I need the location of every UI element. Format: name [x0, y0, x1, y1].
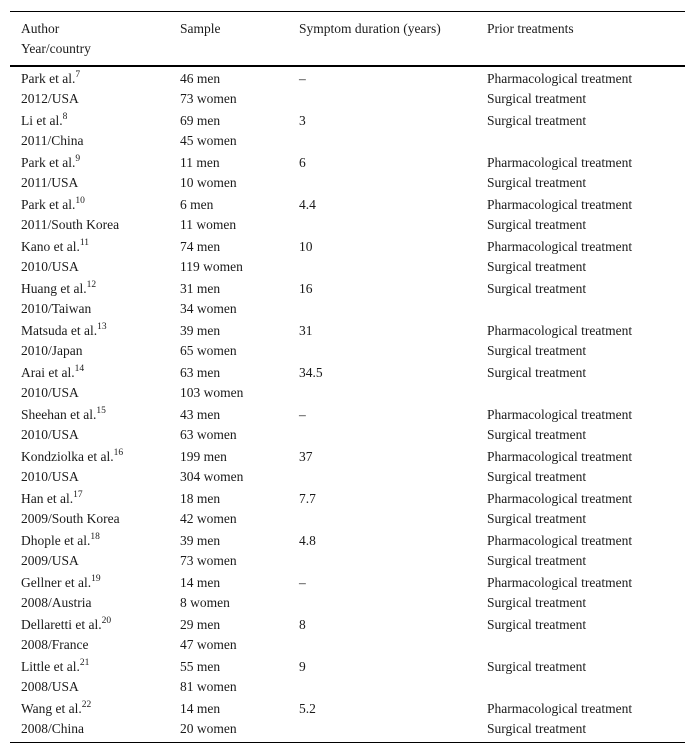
- author-line: [21, 447, 180, 467]
- sample-women: 304 women: [180, 469, 244, 484]
- cell-prior-treatments: [487, 488, 685, 530]
- prior-treatment-2: Surgical treatment: [487, 511, 587, 526]
- author-line: [21, 195, 180, 215]
- author-name: Huang et al.: [21, 281, 87, 296]
- cell-duration: [299, 614, 487, 656]
- sample-women: 45 women: [180, 133, 237, 148]
- cell-author: [10, 614, 180, 656]
- sample-men: 55 men: [180, 659, 221, 674]
- header-author-label: Author: [21, 21, 60, 36]
- cell-author: [10, 404, 180, 446]
- author-name: Kano et al.: [21, 239, 80, 254]
- prior-treatment-1: Pharmacological treatment: [487, 575, 633, 590]
- table-row: [10, 446, 685, 488]
- sample-women: 81 women: [180, 679, 237, 694]
- sample-women: 20 women: [180, 721, 237, 736]
- table-header: [10, 12, 685, 67]
- cell-sample: [180, 656, 299, 698]
- sample-men: 43 men: [180, 407, 221, 422]
- year-country: 2010/Japan: [21, 343, 83, 358]
- cell-author: [10, 320, 180, 362]
- sample-women: 103 women: [180, 385, 244, 400]
- prior-treatment-2: Surgical treatment: [487, 427, 587, 442]
- sample-men: 29 men: [180, 617, 221, 632]
- cell-duration: [299, 572, 487, 614]
- year-country: 2008/France: [21, 637, 89, 652]
- table-row: [10, 656, 685, 698]
- duration-value: 9: [299, 659, 306, 674]
- author-name: Matsuda et al.: [21, 323, 98, 338]
- prior-treatment-1: Surgical treatment: [487, 617, 587, 632]
- header-prior-treatments: Prior treatments: [487, 21, 574, 36]
- cell-author: [10, 278, 180, 320]
- prior-treatment-2: Surgical treatment: [487, 721, 587, 736]
- sample-women: 34 women: [180, 301, 237, 316]
- author-name: Park et al.: [21, 155, 76, 170]
- cell-duration: [299, 320, 487, 362]
- prior-treatment-2: Surgical treatment: [487, 259, 587, 274]
- table-body: [10, 66, 685, 743]
- reference-number: 16: [113, 447, 124, 458]
- prior-treatment-1: Pharmacological treatment: [487, 197, 633, 212]
- author-name: Kondziolka et al.: [21, 449, 114, 464]
- year-country: 2009/USA: [21, 553, 79, 568]
- reference-number: 9: [75, 153, 81, 164]
- table-row: [10, 320, 685, 362]
- author-name: Park et al.: [21, 197, 76, 212]
- table-row: [10, 278, 685, 320]
- prior-treatment-2: Surgical treatment: [487, 469, 587, 484]
- sample-men: 11 men: [180, 155, 220, 170]
- author-name: Li et al.: [21, 113, 63, 128]
- cell-sample: [180, 404, 299, 446]
- cell-duration: [299, 278, 487, 320]
- prior-treatment-2: Surgical treatment: [487, 595, 587, 610]
- author-line: [21, 657, 180, 677]
- cell-sample: [180, 66, 299, 110]
- cell-author: [10, 446, 180, 488]
- sample-women: 63 women: [180, 427, 237, 442]
- reference-number: 19: [91, 573, 101, 584]
- cell-duration: [299, 152, 487, 194]
- author-name: Park et al.: [21, 71, 76, 86]
- header-duration: Symptom duration (years): [299, 21, 441, 36]
- author-line: [21, 489, 180, 509]
- header-author: [10, 12, 180, 67]
- prior-treatment-1: Pharmacological treatment: [487, 533, 633, 548]
- year-country: 2010/Taiwan: [21, 301, 92, 316]
- author-name: Sheehan et al.: [21, 407, 97, 422]
- duration-value: 7.7: [299, 491, 316, 506]
- reference-number: 13: [97, 321, 107, 332]
- cell-sample: [180, 698, 299, 743]
- cell-prior-treatments: [487, 110, 685, 152]
- header-year-country-label: Year/country: [21, 41, 91, 56]
- cell-prior-treatments: [487, 614, 685, 656]
- reference-number: 22: [81, 699, 92, 710]
- cell-sample: [180, 488, 299, 530]
- prior-treatment-2: Surgical treatment: [487, 217, 587, 232]
- sample-men: 14 men: [180, 701, 221, 716]
- table-row: [10, 194, 685, 236]
- sample-men: 6 men: [180, 197, 214, 212]
- header-sample: Sample: [180, 21, 221, 36]
- cell-duration: [299, 110, 487, 152]
- sample-men: 18 men: [180, 491, 221, 506]
- author-name: Dhople et al.: [21, 533, 91, 548]
- prior-treatment-2: Surgical treatment: [487, 343, 587, 358]
- duration-value: 10: [299, 239, 313, 254]
- prior-treatment-1: Pharmacological treatment: [487, 407, 633, 422]
- sample-women: 65 women: [180, 343, 237, 358]
- author-line: [21, 237, 180, 257]
- table-row: [10, 404, 685, 446]
- prior-treatment-1: Surgical treatment: [487, 365, 587, 380]
- cell-sample: [180, 572, 299, 614]
- cell-duration: [299, 698, 487, 743]
- duration-value: 4.8: [299, 533, 316, 548]
- cell-duration: [299, 362, 487, 404]
- cell-duration: [299, 488, 487, 530]
- prior-treatment-1: Pharmacological treatment: [487, 155, 633, 170]
- year-country: 2010/USA: [21, 427, 79, 442]
- prior-treatment-1: Pharmacological treatment: [487, 491, 633, 506]
- cell-prior-treatments: [487, 404, 685, 446]
- sample-men: 199 men: [180, 449, 227, 464]
- cell-duration: [299, 446, 487, 488]
- author-name: Gellner et al.: [21, 575, 92, 590]
- cell-prior-treatments: [487, 278, 685, 320]
- cell-prior-treatments: [487, 698, 685, 743]
- prior-treatment-2: Surgical treatment: [487, 553, 587, 568]
- cell-prior-treatments: [487, 236, 685, 278]
- duration-value: –: [299, 407, 306, 422]
- author-line: [21, 573, 180, 593]
- author-name: Little et al.: [21, 659, 80, 674]
- cell-prior-treatments: [487, 194, 685, 236]
- cell-sample: [180, 152, 299, 194]
- cell-sample: [180, 446, 299, 488]
- sample-men: 39 men: [180, 323, 221, 338]
- cell-author: [10, 698, 180, 743]
- cell-author: [10, 530, 180, 572]
- reference-number: 21: [79, 657, 90, 668]
- cell-sample: [180, 614, 299, 656]
- reference-number: 17: [73, 489, 83, 500]
- year-country: 2011/China: [21, 133, 84, 148]
- year-country: 2008/Austria: [21, 595, 92, 610]
- cell-sample: [180, 530, 299, 572]
- table-row: [10, 572, 685, 614]
- duration-value: 4.4: [299, 197, 316, 212]
- reference-number: 10: [75, 195, 85, 206]
- duration-value: 37: [299, 449, 313, 464]
- author-name: Han et al.: [21, 491, 74, 506]
- cell-prior-treatments: [487, 530, 685, 572]
- cell-sample: [180, 278, 299, 320]
- reference-number: 18: [90, 531, 100, 542]
- prior-treatment-2: Surgical treatment: [487, 175, 587, 190]
- author-line: [21, 405, 180, 425]
- author-line: [21, 153, 180, 173]
- sample-women: 47 women: [180, 637, 237, 652]
- duration-value: 34.5: [299, 365, 323, 380]
- cell-prior-treatments: [487, 446, 685, 488]
- cell-prior-treatments: [487, 66, 685, 110]
- cell-prior-treatments: [487, 362, 685, 404]
- cell-author: [10, 236, 180, 278]
- year-country: 2008/USA: [21, 679, 79, 694]
- cell-author: [10, 66, 180, 110]
- author-line: [21, 615, 180, 635]
- reference-number: 11: [79, 237, 90, 248]
- cell-author: [10, 110, 180, 152]
- cell-duration: [299, 656, 487, 698]
- author-line: [21, 111, 180, 131]
- cell-author: [10, 488, 180, 530]
- author-line: [21, 321, 180, 341]
- reference-number: 12: [86, 279, 97, 290]
- year-country: 2011/South Korea: [21, 217, 120, 232]
- sample-men: 63 men: [180, 365, 221, 380]
- author-line: [21, 531, 180, 551]
- reference-number: 15: [96, 405, 106, 416]
- table-row: [10, 66, 685, 110]
- reference-number: 7: [75, 69, 81, 80]
- sample-women: 10 women: [180, 175, 237, 190]
- prior-treatment-1: Surgical treatment: [487, 659, 587, 674]
- year-country: 2009/South Korea: [21, 511, 120, 526]
- sample-women: 73 women: [180, 553, 237, 568]
- cell-prior-treatments: [487, 320, 685, 362]
- sample-men: 46 men: [180, 71, 221, 86]
- studies-table: [10, 11, 685, 743]
- sample-men: 39 men: [180, 533, 221, 548]
- author-line: [21, 279, 180, 299]
- reference-number: 20: [101, 615, 112, 626]
- duration-value: 3: [299, 113, 306, 128]
- duration-value: 6: [299, 155, 306, 170]
- duration-value: –: [299, 575, 306, 590]
- cell-prior-treatments: [487, 572, 685, 614]
- prior-treatment-1: Surgical treatment: [487, 281, 587, 296]
- sample-men: 31 men: [180, 281, 221, 296]
- prior-treatment-2: Surgical treatment: [487, 91, 587, 106]
- author-line: [21, 363, 180, 383]
- table-row: [10, 488, 685, 530]
- table-row: [10, 236, 685, 278]
- sample-men: 69 men: [180, 113, 221, 128]
- author-name: Dellaretti et al.: [21, 617, 102, 632]
- cell-sample: [180, 194, 299, 236]
- header-row: [10, 12, 685, 67]
- table-row: [10, 530, 685, 572]
- reference-number: 8: [62, 111, 68, 122]
- author-name: Wang et al.: [21, 701, 82, 716]
- year-country: 2008/China: [21, 721, 84, 736]
- duration-value: 16: [299, 281, 313, 296]
- author-line: [21, 699, 180, 719]
- cell-author: [10, 194, 180, 236]
- prior-treatment-1: Surgical treatment: [487, 113, 587, 128]
- prior-treatment-1: Pharmacological treatment: [487, 239, 633, 254]
- prior-treatment-1: Pharmacological treatment: [487, 323, 633, 338]
- cell-author: [10, 152, 180, 194]
- cell-sample: [180, 362, 299, 404]
- cell-author: [10, 572, 180, 614]
- table-row: [10, 362, 685, 404]
- year-country: 2010/USA: [21, 469, 79, 484]
- studies-table-container: [10, 11, 685, 743]
- table-row: [10, 698, 685, 743]
- cell-duration: [299, 236, 487, 278]
- duration-value: 5.2: [299, 701, 316, 716]
- table-row: [10, 110, 685, 152]
- author-name: Arai et al.: [21, 365, 75, 380]
- cell-duration: [299, 194, 487, 236]
- duration-value: 31: [299, 323, 313, 338]
- cell-prior-treatments: [487, 152, 685, 194]
- table-row: [10, 152, 685, 194]
- duration-value: –: [299, 71, 306, 86]
- cell-duration: [299, 530, 487, 572]
- cell-duration: [299, 66, 487, 110]
- table-row: [10, 614, 685, 656]
- cell-sample: [180, 110, 299, 152]
- year-country: 2012/USA: [21, 91, 79, 106]
- cell-duration: [299, 404, 487, 446]
- year-country: 2010/USA: [21, 385, 79, 400]
- year-country: 2010/USA: [21, 259, 79, 274]
- sample-men: 74 men: [180, 239, 221, 254]
- cell-author: [10, 362, 180, 404]
- cell-sample: [180, 236, 299, 278]
- prior-treatment-1: Pharmacological treatment: [487, 701, 633, 716]
- duration-value: 8: [299, 617, 306, 632]
- sample-women: 73 women: [180, 91, 237, 106]
- year-country: 2011/USA: [21, 175, 79, 190]
- sample-women: 11 women: [180, 217, 237, 232]
- prior-treatment-1: Pharmacological treatment: [487, 449, 633, 464]
- sample-men: 14 men: [180, 575, 221, 590]
- sample-women: 119 women: [180, 259, 243, 274]
- cell-prior-treatments: [487, 656, 685, 698]
- reference-number: 14: [74, 363, 85, 374]
- cell-sample: [180, 320, 299, 362]
- sample-women: 8 women: [180, 595, 230, 610]
- prior-treatment-1: Pharmacological treatment: [487, 71, 633, 86]
- cell-author: [10, 656, 180, 698]
- sample-women: 42 women: [180, 511, 237, 526]
- author-line: [21, 69, 180, 89]
